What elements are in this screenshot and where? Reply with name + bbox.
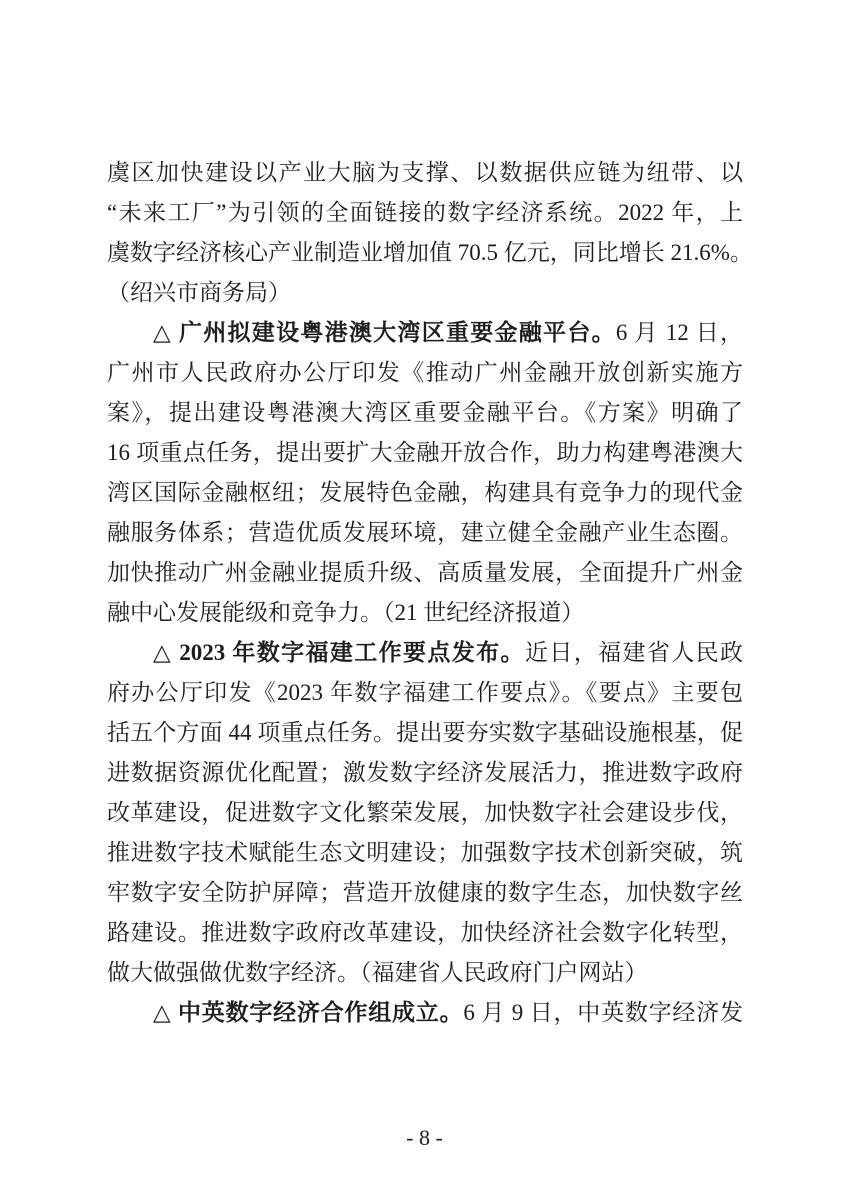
document-body-text — [107, 153, 753, 1033]
text-line — [107, 553, 743, 593]
text-line — [107, 353, 743, 393]
text-line — [107, 593, 743, 633]
text-line — [107, 633, 743, 673]
text-line — [107, 913, 743, 953]
text-segment: 近日，福建省人民政 — [524, 640, 743, 665]
text-line — [107, 233, 753, 273]
text-line — [107, 193, 743, 233]
text-line — [107, 673, 743, 713]
text-line — [107, 473, 743, 513]
paragraph — [107, 153, 753, 313]
text-line — [107, 873, 743, 913]
text-line — [107, 393, 743, 433]
text-segment: 6 月 9 日，中英数字经济发 — [463, 1000, 743, 1025]
text-segment: 做大做强做优数字经济。（福建省人民政府门户网站） — [107, 960, 648, 985]
text-line — [107, 993, 743, 1033]
text-segment: 推进数字技术赋能生态文明建设；加强数字技术创新突破，筑 — [107, 840, 743, 865]
text-line — [107, 313, 743, 353]
text-segment: 加快推动广州金融业提质升级、高质量发展，全面提升广州金 — [107, 560, 743, 585]
text-segment: 案》，提出建设粤港澳大湾区重要金融平台。《方案》明确了 — [107, 400, 743, 425]
paragraph — [107, 313, 743, 633]
text-line — [107, 793, 743, 833]
bold-segment: △ 2023 年数字福建工作要点发布。 — [153, 640, 525, 665]
bold-segment: △ 广州拟建设粤港澳大湾区重要金融平台。 — [153, 320, 616, 345]
text-segment: 融中心发展能级和竞争力。（21 世纪经济报道） — [107, 600, 585, 625]
text-line — [107, 833, 743, 873]
text-segment: （绍兴市商务局） — [107, 280, 291, 305]
text-segment: “未来工厂”为引领的全面链接的数字经济系统。2022 年，上 — [107, 200, 743, 225]
page-number: - 8 - — [406, 1125, 443, 1150]
text-line — [107, 153, 743, 193]
text-segment: 广州市人民政府办公厅印发《推动广州金融开放创新实施方 — [107, 360, 743, 385]
text-line — [107, 273, 743, 313]
text-segment: 路建设。推进数字政府改革建设，加快经济社会数字化转型， — [107, 920, 743, 945]
text-line — [107, 753, 743, 793]
text-segment: 改革建设，促进数字文化繁荣发展，加快数字社会建设步伐， — [107, 800, 743, 825]
text-line — [107, 713, 743, 753]
text-segment: 16 项重点任务，提出要扩大金融开放合作，助力构建粤港澳大 — [107, 440, 743, 465]
bold-segment: △ 中英数字经济合作组成立。 — [153, 1000, 464, 1025]
text-line — [107, 953, 743, 993]
text-segment: 6 月 12 日， — [615, 320, 744, 345]
text-segment: 虞区加快建设以产业大脑为支撑、以数据供应链为纽带、以 — [107, 160, 743, 185]
text-segment: 括五个方面 44 项重点任务。提出要夯实数字基础设施根基，促 — [107, 720, 743, 745]
text-segment: 府办公厅印发《2023 年数字福建工作要点》。《要点》主要包 — [107, 680, 743, 705]
paragraph — [107, 633, 743, 993]
text-segment: 虞数字经济核心产业制造业增加值 70.5 亿元，同比增长 21.6%。 — [107, 240, 753, 265]
paragraph — [107, 993, 743, 1033]
text-segment: 牢数字安全防护屏障；营造开放健康的数字生态，加快数字丝 — [107, 880, 743, 905]
text-line — [107, 433, 743, 473]
text-segment: 进数据资源优化配置；激发数字经济发展活力，推进数字政府 — [107, 760, 743, 785]
text-line — [107, 513, 743, 553]
text-segment: 融服务体系；营造优质发展环境，建立健全金融产业生态圈。 — [107, 520, 743, 545]
text-segment: 湾区国际金融枢纽；发展特色金融，构建具有竞争力的现代金 — [107, 480, 743, 505]
